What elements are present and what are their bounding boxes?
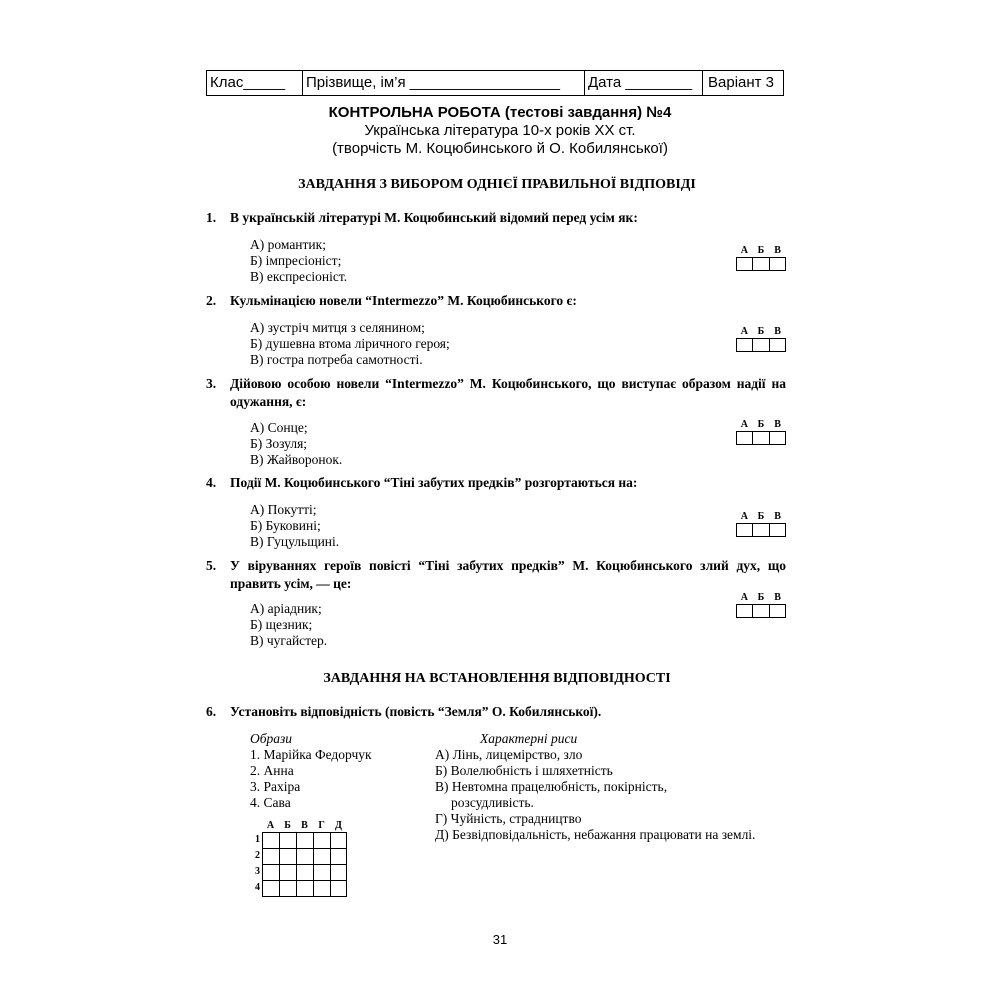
question-1	[206, 209, 786, 285]
answer-cell[interactable]	[737, 524, 753, 536]
answer-cell[interactable]	[770, 339, 785, 351]
grid-col-label: Б	[284, 820, 291, 831]
grid-cell[interactable]	[296, 832, 313, 848]
answer-letter: В	[774, 511, 781, 522]
answer-letter: А	[740, 245, 748, 256]
question-text: В українській літературі М. Коцюбинський відомий перед усім як:	[230, 210, 638, 225]
option-a: А) Покутті;	[250, 502, 317, 517]
answer-cell[interactable]	[737, 432, 753, 444]
answer-letter: А	[740, 511, 748, 522]
answer-box	[736, 419, 786, 445]
answer-letter: Б	[757, 326, 765, 337]
option-a: А) зустріч митця з селянином;	[250, 320, 425, 335]
answer-letter: Б	[757, 592, 765, 603]
grid-cell[interactable]	[330, 864, 347, 880]
variant-label: Варіант 3	[708, 74, 775, 91]
answer-letter: А	[740, 592, 748, 603]
question-text: У віруваннях героїв повісті “Тіні забутих предків” М. Коцюбинського злий дух, що править усім, — це:	[230, 558, 786, 591]
question-text: Дійовою особою новели “Intermezzo” М. Коцюбинського, що виступає образом надії на одужання, є:	[230, 376, 786, 409]
answer-cell[interactable]	[770, 524, 785, 536]
option-a: А) романтик;	[250, 237, 326, 252]
question-4	[206, 474, 786, 550]
name-field[interactable]: Прізвище, ім’я __________________	[303, 71, 585, 95]
question-number: 6.	[206, 704, 217, 719]
title-block	[200, 104, 800, 158]
answer-cell[interactable]	[770, 605, 785, 617]
answer-cell[interactable]	[753, 524, 769, 536]
grid-cell[interactable]	[313, 864, 330, 880]
grid-cell[interactable]	[296, 848, 313, 864]
grid-row-label: 1	[255, 834, 260, 845]
answer-letter: В	[774, 592, 781, 603]
answer-cell[interactable]	[753, 605, 769, 617]
grid-cell[interactable]	[330, 832, 347, 848]
option-c: В) Жайворонок.	[250, 452, 343, 467]
trait-item: Д) Безвідповідальність, небажання працювати на землі.	[435, 827, 756, 842]
image-item: 4. Сава	[250, 795, 291, 810]
grid-cell[interactable]	[279, 832, 296, 848]
grid-cell[interactable]	[262, 832, 279, 848]
trait-item: Г) Чуйність, страдництво	[435, 811, 582, 826]
trait-item: В) Невтомна працелюбність, покірність, розсудливість.	[435, 779, 668, 810]
page-subtitle-authors: (творчість М. Коцюбинського й О. Кобилянської)	[332, 140, 668, 157]
answer-letter: А	[740, 419, 748, 430]
answer-grid	[250, 820, 347, 896]
question-text: Кульмінацією новели “Intermezzo” М. Коцюбинського є:	[230, 293, 577, 308]
page-title: КОНТРОЛЬНА РОБОТА (тестові завдання) №4	[328, 104, 672, 121]
grid-row	[250, 848, 347, 864]
grid-row	[250, 832, 347, 848]
grid-cell[interactable]	[279, 848, 296, 864]
grid-row	[250, 864, 347, 880]
option-c: В) гостра потреба самотності.	[250, 352, 423, 367]
grid-cell[interactable]	[279, 880, 296, 897]
grid-cell[interactable]	[262, 864, 279, 880]
grid-cell[interactable]	[313, 848, 330, 864]
grid-cell[interactable]	[296, 880, 313, 897]
question-number: 3.	[206, 376, 217, 391]
section-title-single-choice: ЗАВДАННЯ З ВИБОРОМ ОДНІЄЇ ПРАВИЛЬНОЇ ВІДПОВІДІ	[298, 177, 696, 192]
trait-item: А) Лінь, лицемірство, зло	[435, 747, 583, 762]
answer-letter: Б	[757, 511, 765, 522]
images-column	[250, 731, 450, 811]
question-3	[206, 375, 786, 468]
grid-row-label: 4	[255, 882, 260, 893]
question-number: 5.	[206, 558, 217, 573]
option-c: В) чугайстер.	[250, 633, 328, 648]
answer-letter: В	[774, 326, 781, 337]
answer-cell[interactable]	[737, 605, 753, 617]
class-field[interactable]: Клас_____	[207, 71, 303, 95]
option-b: Б) імпресіоніст;	[250, 253, 342, 268]
question-6	[206, 703, 786, 893]
question-text: Події М. Коцюбинського “Тіні забутих предків” розгортаються на:	[230, 475, 638, 490]
question-number: 4.	[206, 475, 217, 490]
answer-cell[interactable]	[737, 258, 753, 270]
answer-cell[interactable]	[753, 432, 769, 444]
option-b: Б) Зозуля;	[250, 436, 308, 451]
image-item: 3. Рахіра	[250, 779, 301, 794]
header-table	[206, 70, 784, 96]
grid-row-label: 3	[255, 866, 260, 877]
question-5	[206, 557, 786, 649]
answer-letter: Б	[757, 419, 765, 430]
page-subtitle: Українська література 10-х років XX ст.	[364, 122, 636, 139]
question-2	[206, 292, 786, 368]
trait-item: Б) Волелюбність і шляхетність	[435, 763, 613, 778]
grid-cell[interactable]	[313, 832, 330, 848]
date-field[interactable]: Дата ________	[585, 71, 703, 95]
question-number: 1.	[206, 210, 217, 225]
grid-col-label: Г	[318, 820, 325, 831]
grid-cell[interactable]	[313, 880, 330, 897]
grid-row-label: 2	[255, 850, 260, 861]
images-heading: Образи	[250, 731, 293, 746]
image-item: 2. Анна	[250, 763, 294, 778]
grid-cell[interactable]	[262, 880, 279, 897]
grid-cell[interactable]	[296, 864, 313, 880]
answer-box	[736, 245, 786, 271]
answer-box	[736, 511, 786, 537]
answer-letter: В	[774, 419, 781, 430]
answer-cell[interactable]	[770, 432, 785, 444]
answer-letter: Б	[757, 245, 765, 256]
option-a: А) аріадник;	[250, 601, 322, 616]
grid-col-label: А	[266, 820, 275, 831]
answer-box	[736, 592, 786, 618]
question-text: Установіть відповідність (повість “Земля” О. Кобилянської).	[230, 704, 602, 719]
section-title-matching: ЗАВДАННЯ НА ВСТАНОВЛЕННЯ ВІДПОВІДНОСТІ	[323, 671, 671, 686]
grid-col-label: В	[301, 820, 308, 831]
option-c: В) експресіоніст.	[250, 269, 348, 284]
page-number: 31	[492, 932, 508, 947]
answer-cell[interactable]	[753, 258, 769, 270]
grid-cell[interactable]	[330, 848, 347, 864]
traits-heading: Характерні риси	[480, 731, 578, 746]
option-c: В) Гуцульщині.	[250, 534, 340, 549]
grid-row	[250, 880, 347, 896]
grid-cell[interactable]	[279, 864, 296, 880]
option-b: Б) душевна втома ліричного героя;	[250, 336, 450, 351]
question-number: 2.	[206, 293, 217, 308]
option-b: Б) щезник;	[250, 617, 313, 632]
image-item: 1. Марійка Федорчук	[250, 747, 372, 762]
answer-letter: А	[740, 326, 748, 337]
grid-cell[interactable]	[330, 880, 347, 897]
answer-cell[interactable]	[770, 258, 785, 270]
answer-cell[interactable]	[753, 339, 769, 351]
option-a: А) Сонце;	[250, 420, 308, 435]
traits-column	[435, 731, 775, 843]
answer-letter: В	[774, 245, 781, 256]
answer-cell[interactable]	[737, 339, 753, 351]
option-b: Б) Буковині;	[250, 518, 321, 533]
grid-col-label: Д	[335, 820, 342, 831]
grid-cell[interactable]	[262, 848, 279, 864]
answer-box	[736, 326, 786, 352]
